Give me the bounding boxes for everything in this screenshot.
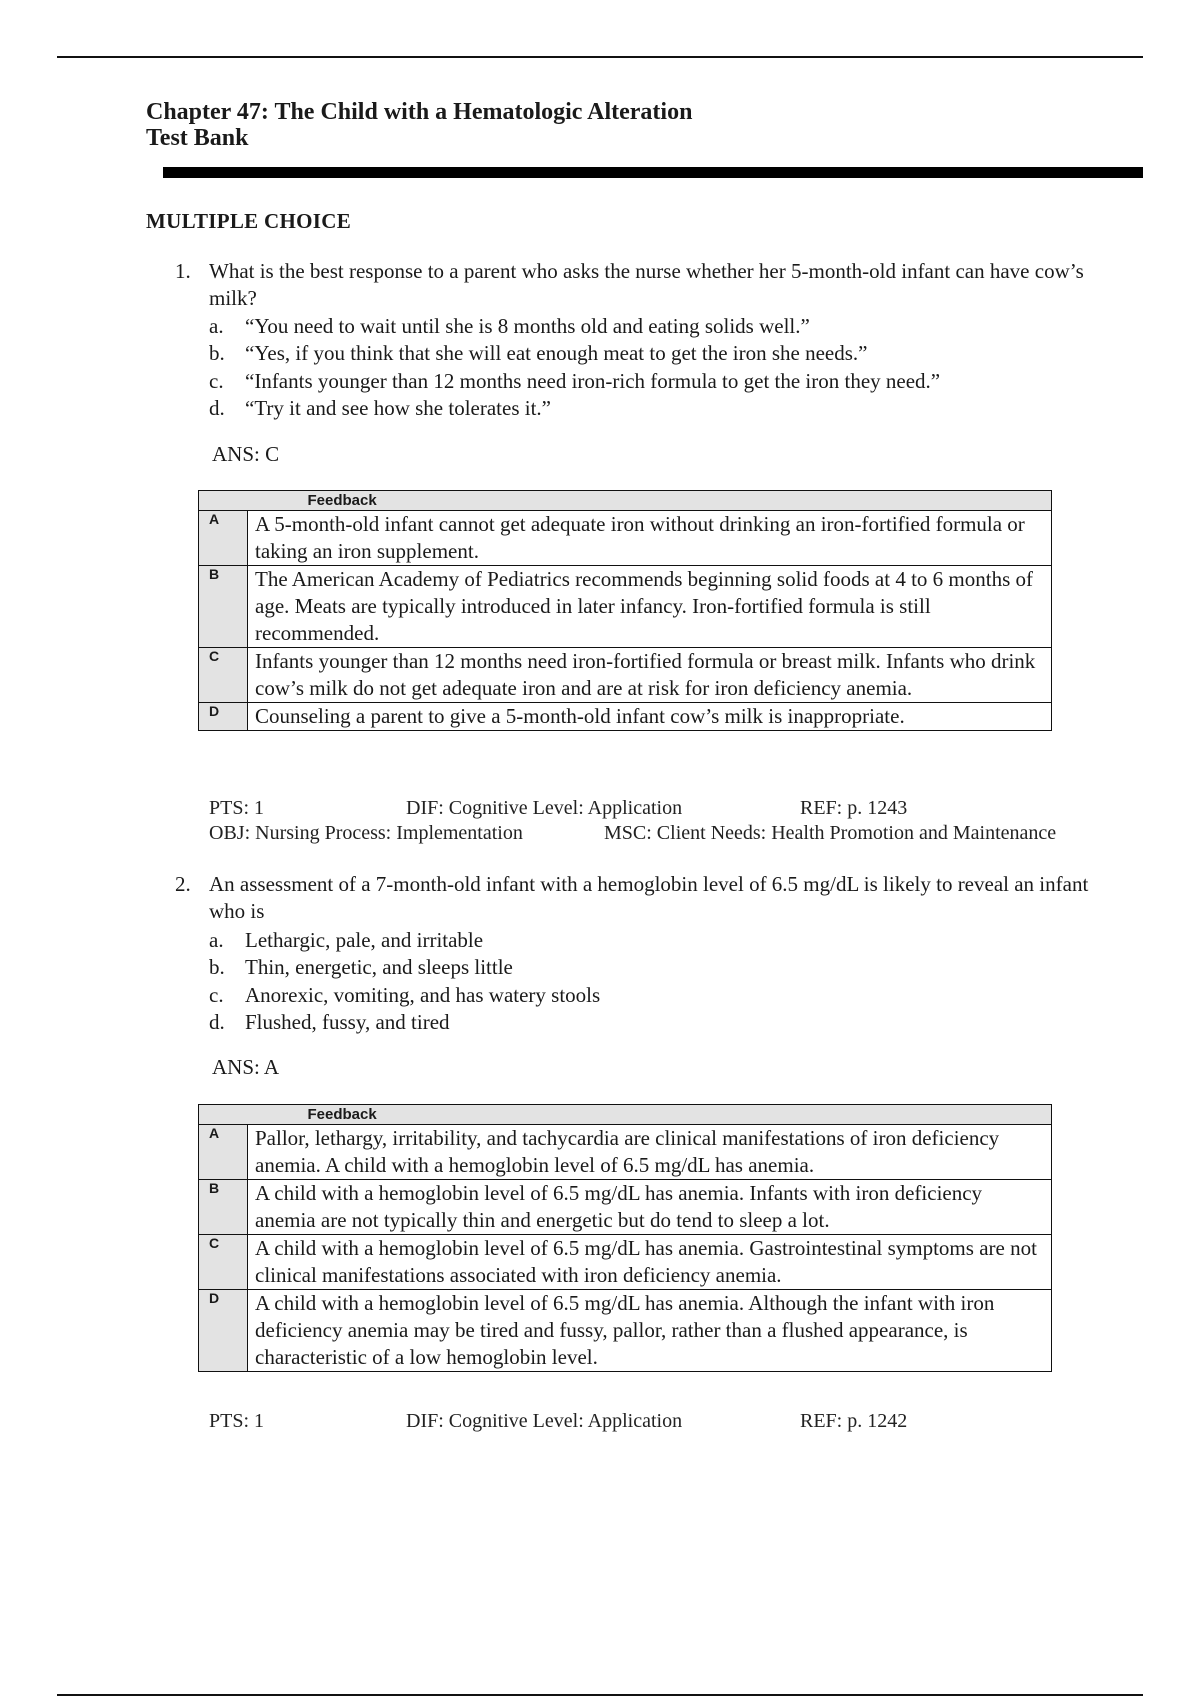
feedback-letter: B [199,566,248,648]
difficulty: DIF: Cognitive Level: Application [406,1410,683,1432]
title-divider-bar [163,167,1143,178]
feedback-letter: A [199,511,248,566]
question-number: 2. [175,872,191,896]
difficulty: DIF: Cognitive Level: Application [406,797,683,819]
feedback-row [199,1125,1052,1180]
feedback-letter: C [199,1235,248,1290]
question-number: 1. [175,259,191,283]
question-text: An assessment of a 7-month-old infant with a hemoglobin level of 6.5 mg/dL is likely to reveal an infant who is [209,872,1089,923]
reference: REF: p. 1242 [800,1410,908,1432]
bottom-rule [57,1694,1143,1696]
objective: OBJ: Nursing Process: Implementation [209,822,523,844]
section-heading: MULTIPLE CHOICE [146,209,352,233]
top-rule [57,56,1143,58]
feedback-row [199,566,1052,648]
option-d: d. Flushed, fussy, and tired [209,1009,450,1034]
option-d: d. “Try it and see how she tolerates it.” [209,395,551,420]
feedback-text: Counseling a parent to give a 5-month-old infant cow’s milk is inappropriate. [248,703,1052,731]
feedback-text: Pallor, lethargy, irritability, and tachycardia are clinical manifestations of iron deficiency anemia. A child with a hemoglobin level of 6.5 mg/dL has anemia. [248,1125,1052,1180]
feedback-table-1 [198,490,1052,731]
feedback-letter: D [199,703,248,731]
option-b: b. Thin, energetic, and sleeps little [209,955,513,980]
feedback-header-row [199,491,1052,511]
feedback-text: A child with a hemoglobin level of 6.5 mg/dL has anemia. Gastrointestinal symptoms are not clinical manifestations associated with iron deficiency anemia. [248,1235,1052,1290]
option-a: a. Lethargic, pale, and irritable [209,928,484,952]
feedback-header: Feedback [248,491,1052,511]
msc: MSC: Client Needs: Health Promotion and Maintenance [604,822,1057,844]
feedback-text: The American Academy of Pediatrics recommends beginning solid foods at 4 to 6 months of age. Meats are typically introduced in later infancy. Iron-fortified formula is still recommended. [248,566,1052,648]
feedback-letter: D [199,1290,248,1372]
feedback-header-row [199,1105,1052,1125]
question-text: What is the best response to a parent who asks the nurse whether her 5-month-old infant can have cow’s milk? [209,259,1084,310]
answer-key: ANS: A [212,1055,280,1079]
feedback-text: A child with a hemoglobin level of 6.5 mg/dL has anemia. Infants with iron deficiency anemia are not typically thin and energetic but do tend to sleep a lot. [248,1180,1052,1235]
feedback-text: A 5-month-old infant cannot get adequate iron without drinking an iron-fortified formula or taking an iron supplement. [248,511,1052,566]
chapter-title: Chapter 47: The Child with a Hematologic Alteration [146,99,693,125]
feedback-row [199,1235,1052,1290]
feedback-row [199,648,1052,703]
answer-key: ANS: C [212,442,280,466]
feedback-table-2 [198,1104,1052,1372]
feedback-row [199,703,1052,731]
feedback-letter: A [199,1125,248,1180]
question-1-options [209,313,940,422]
feedback-text: A child with a hemoglobin level of 6.5 mg/dL has anemia. Although the infant with iron deficiency anemia may be tired and fussy, pallor, rather than a flushed appearance, is characteristic of a low hemoglobin level. [248,1290,1052,1372]
feedback-letter: B [199,1180,248,1235]
option-c: c. Anorexic, vomiting, and has watery stools [209,982,601,1007]
feedback-letter: C [199,648,248,703]
reference: REF: p. 1243 [800,797,908,819]
option-c: c. “Infants younger than 12 months need iron-rich formula to get the iron they need.” [209,368,941,393]
feedback-header: Feedback [248,1105,1052,1125]
points: PTS: 1 [209,1410,265,1432]
feedback-row [199,1180,1052,1235]
option-b: b. “Yes, if you think that she will eat enough meat to get the iron she needs.” [209,341,868,366]
feedback-text: Infants younger than 12 months need iron-fortified formula or breast milk. Infants who drink cow’s milk do not get adequate iron and are at risk for iron deficiency anemia. [248,648,1052,703]
question-2-options [209,927,600,1036]
feedback-row [199,511,1052,566]
page-title [146,99,692,151]
feedback-row [199,1290,1052,1372]
test-bank-subtitle: Test Bank [146,125,249,151]
points: PTS: 1 [209,797,265,819]
option-a: a. “You need to wait until she is 8 months old and eating solids well.” [209,314,810,338]
